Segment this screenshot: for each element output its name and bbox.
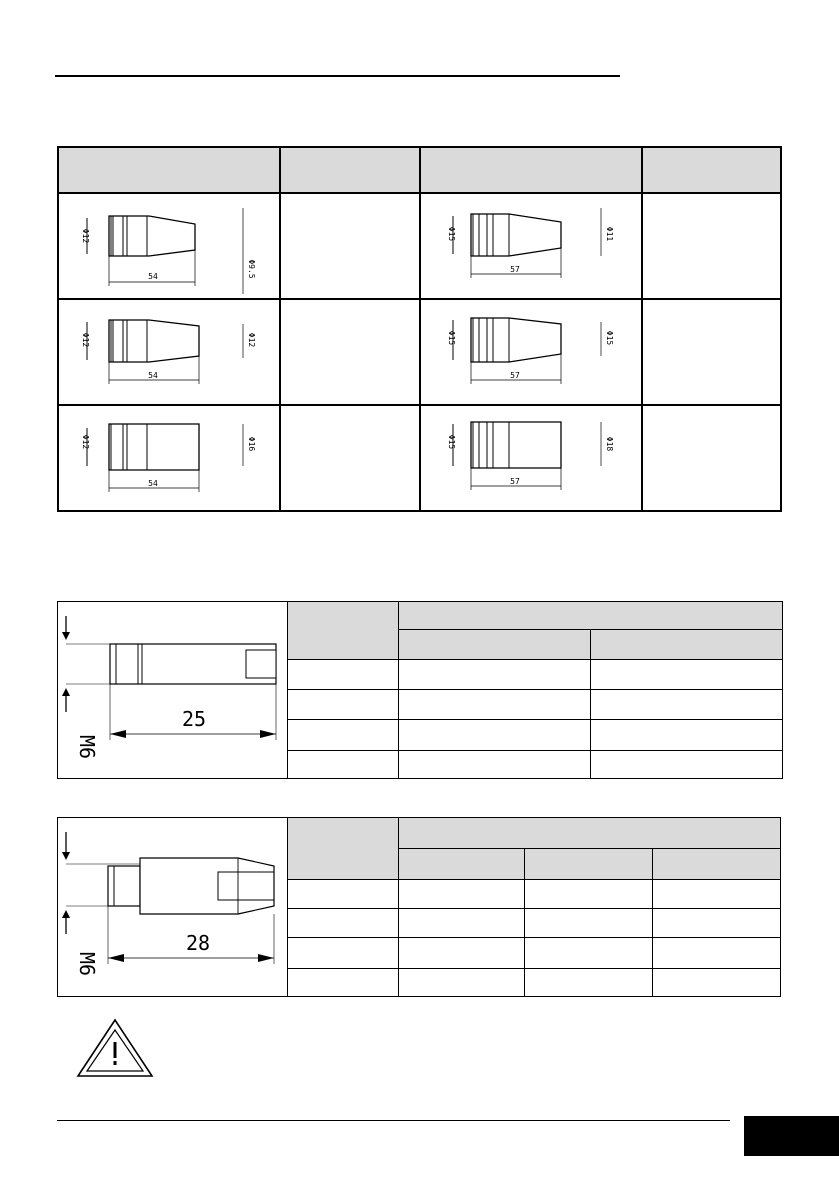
svg-text:Φ11: Φ11: [604, 226, 614, 242]
warning-icon: [76, 1018, 154, 1078]
svg-text:Φ9.5: Φ9.5: [247, 259, 256, 279]
table-cell: [280, 193, 420, 299]
header-cell: [58, 147, 280, 193]
table-row: [58, 193, 781, 299]
header-cell: [398, 818, 780, 849]
svg-text:Φ12: Φ12: [81, 332, 90, 348]
svg-text:Φ15: Φ15: [446, 226, 456, 242]
nozzle-drawing: [58, 193, 280, 299]
nozzle-drawing: [420, 405, 642, 511]
header-cell: [525, 849, 653, 879]
table-row: [58, 299, 781, 405]
header-cell: [591, 630, 783, 659]
svg-text:Φ15: Φ15: [604, 330, 614, 346]
header-cell: [653, 849, 781, 879]
header-rule: [55, 75, 620, 77]
svg-text:25: 25: [181, 707, 207, 731]
svg-text:Φ16: Φ16: [247, 436, 256, 452]
nozzle-table: [57, 146, 782, 512]
svg-text:54: 54: [148, 272, 158, 281]
header-cell: [398, 630, 591, 659]
svg-text:54: 54: [148, 371, 158, 380]
table-cell: [642, 299, 781, 405]
contact-tip-table-2: [57, 817, 781, 997]
svg-text:Φ18: Φ18: [604, 436, 614, 452]
table-cell: [642, 193, 781, 299]
svg-text:M6: M6: [75, 951, 99, 977]
header-cell: [420, 147, 642, 193]
svg-text:54: 54: [148, 479, 158, 488]
table-cell: [642, 405, 781, 511]
nozzle-drawing: [58, 299, 280, 405]
contact-tip-drawing: [58, 602, 288, 779]
svg-text:57: 57: [510, 477, 520, 486]
table-cell: [280, 299, 420, 405]
nozzle-drawing: [420, 193, 642, 299]
nozzle-drawing: [58, 405, 280, 511]
svg-text:28: 28: [185, 931, 211, 955]
svg-text:57: 57: [510, 265, 520, 274]
nozzle-drawing: [420, 299, 642, 405]
svg-text:Φ15: Φ15: [446, 434, 456, 450]
contact-tip-drawing: [58, 818, 288, 997]
svg-text:Φ15: Φ15: [446, 330, 456, 346]
header-cell: [642, 147, 781, 193]
svg-text:Φ12: Φ12: [81, 228, 90, 244]
svg-text:M6: M6: [75, 734, 99, 760]
table-cell: [280, 405, 420, 511]
header-cell: [280, 147, 420, 193]
svg-text:Φ12: Φ12: [247, 332, 256, 348]
contact-tip-table-1: [57, 601, 783, 779]
svg-text:57: 57: [510, 371, 520, 380]
page-number-tab: [744, 1116, 839, 1156]
header-cell: [287, 818, 398, 880]
svg-text:Φ12: Φ12: [81, 434, 90, 450]
header-cell: [287, 602, 398, 660]
table-row: [58, 405, 781, 511]
footer-rule: [57, 1120, 730, 1121]
header-cell: [398, 602, 782, 630]
header-cell: [398, 849, 525, 879]
